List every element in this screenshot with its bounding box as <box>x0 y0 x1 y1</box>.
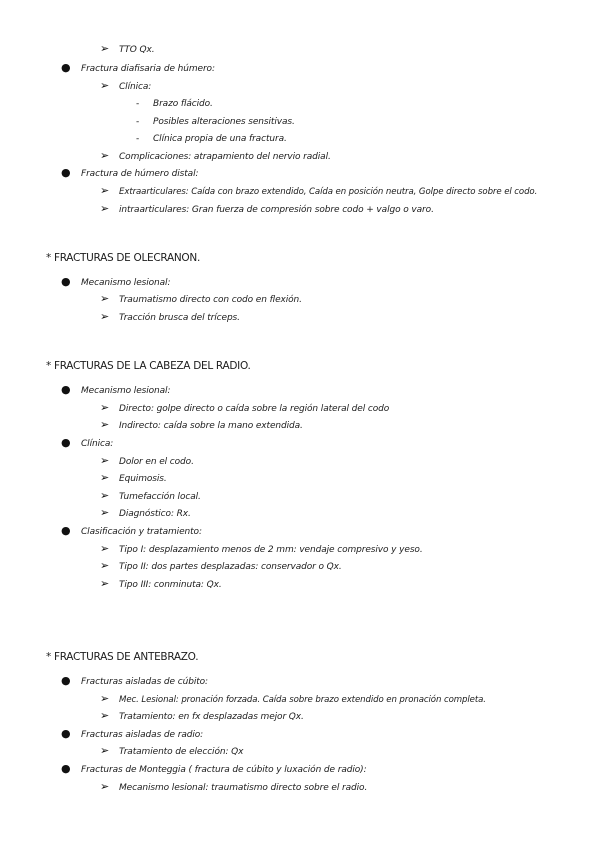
bullet-icon: ● <box>61 436 71 449</box>
arrow-bullet-icon: ➢ <box>100 454 110 467</box>
arrow-bullet-icon: ➢ <box>100 79 110 92</box>
list-item-text: Clasificación y tratamiento: <box>81 527 202 537</box>
arrow-bullet-icon: ➢ <box>100 542 110 555</box>
dash-bullet-icon: - <box>136 134 140 144</box>
arrow-bullet-icon: ➢ <box>100 577 110 590</box>
list-item-text: Mec. Lesional: pronación forzada. Caída sobre brazo extendido en pronación completa. <box>119 695 486 705</box>
bullet-icon: ● <box>61 524 71 537</box>
list-item-text: Tipo III: conminuta: Qx. <box>119 580 222 590</box>
list-item-text: Mecanismo lesional: <box>81 278 171 288</box>
list-item-text: Fracturas aisladas de radio: <box>81 730 204 740</box>
list-item-text: Mecanismo lesional: traumatismo directo sobre el radio. <box>119 783 368 793</box>
list-item-text: Traumatismo directo con codo en flexión. <box>119 295 302 305</box>
arrow-bullet-icon: ➢ <box>100 744 110 757</box>
list-item-text: Fractura diafisaria de húmero: <box>81 64 215 74</box>
section-heading: * FRACTURAS DE OLECRANON. <box>46 252 200 264</box>
list-item-text: Directo: golpe directo o caída sobre la región lateral del codo <box>119 404 390 414</box>
arrow-bullet-icon: ➢ <box>100 42 110 55</box>
list-item-text: Fracturas de Monteggia ( fractura de cúbito y luxación de radio): <box>81 765 367 775</box>
list-item-text: Clínica: <box>119 82 152 92</box>
list-item-text: Brazo flácido. <box>153 99 213 109</box>
bullet-icon: ● <box>61 727 71 740</box>
list-item-text: Posibles alteraciones sensitivas. <box>153 117 295 127</box>
list-item-text: Tracción brusca del tríceps. <box>119 313 240 323</box>
list-item-text: Dolor en el codo. <box>119 457 194 467</box>
arrow-bullet-icon: ➢ <box>100 418 110 431</box>
bullet-icon: ● <box>61 762 71 775</box>
list-item-text: Tratamiento de elección: Qx <box>119 747 244 757</box>
list-item-text: Tratamiento: en fx desplazadas mejor Qx. <box>119 712 304 722</box>
arrow-bullet-icon: ➢ <box>100 310 110 323</box>
arrow-bullet-icon: ➢ <box>100 292 110 305</box>
list-item-text: Fracturas aisladas de cúbito: <box>81 677 208 687</box>
list-item-text: Tipo I: desplazamiento menos de 2 mm: vendaje compresivo y yeso. <box>119 545 423 555</box>
list-item-text: Clínica propia de una fractura. <box>153 134 287 144</box>
list-item-text: Fractura de húmero distal: <box>81 169 199 179</box>
bullet-icon: ● <box>61 383 71 396</box>
dash-bullet-icon: - <box>136 117 140 127</box>
section-heading: * FRACTURAS DE LA CABEZA DEL RADIO. <box>46 360 251 372</box>
section-heading: * FRACTURAS DE ANTEBRAZO. <box>46 651 199 663</box>
arrow-bullet-icon: ➢ <box>100 471 110 484</box>
list-item-text: Indirecto: caída sobre la mano extendida. <box>119 421 303 431</box>
list-item-text: Extraarticulares: Caída con brazo extendido, Caída en posición neutra, Golpe directo sobre el codo. <box>119 187 538 197</box>
arrow-bullet-icon: ➢ <box>100 401 110 414</box>
arrow-bullet-icon: ➢ <box>100 149 110 162</box>
list-item-text: Clínica: <box>81 439 114 449</box>
bullet-icon: ● <box>61 166 71 179</box>
list-item-text: Diagnóstico: Rx. <box>119 509 191 519</box>
list-item-text: Tipo II: dos partes desplazadas: conservador o Qx. <box>119 562 342 572</box>
arrow-bullet-icon: ➢ <box>100 692 110 705</box>
list-item-text: Mecanismo lesional: <box>81 386 171 396</box>
arrow-bullet-icon: ➢ <box>100 506 110 519</box>
arrow-bullet-icon: ➢ <box>100 559 110 572</box>
arrow-bullet-icon: ➢ <box>100 780 110 793</box>
arrow-bullet-icon: ➢ <box>100 184 110 197</box>
list-item-text: Complicaciones: atrapamiento del nervio radial. <box>119 152 331 162</box>
bullet-icon: ● <box>61 61 71 74</box>
arrow-bullet-icon: ➢ <box>100 202 110 215</box>
list-item-text: Tumefacción local. <box>119 492 201 502</box>
arrow-bullet-icon: ➢ <box>100 489 110 502</box>
list-item-text: TTO Qx. <box>119 45 155 55</box>
arrow-bullet-icon: ➢ <box>100 709 110 722</box>
dash-bullet-icon: - <box>136 99 140 109</box>
bullet-icon: ● <box>61 674 71 687</box>
list-item-text: Equimosis. <box>119 474 167 484</box>
list-item-text: intraarticulares: Gran fuerza de compresión sobre codo + valgo o varo. <box>119 205 434 215</box>
bullet-icon: ● <box>61 275 71 288</box>
